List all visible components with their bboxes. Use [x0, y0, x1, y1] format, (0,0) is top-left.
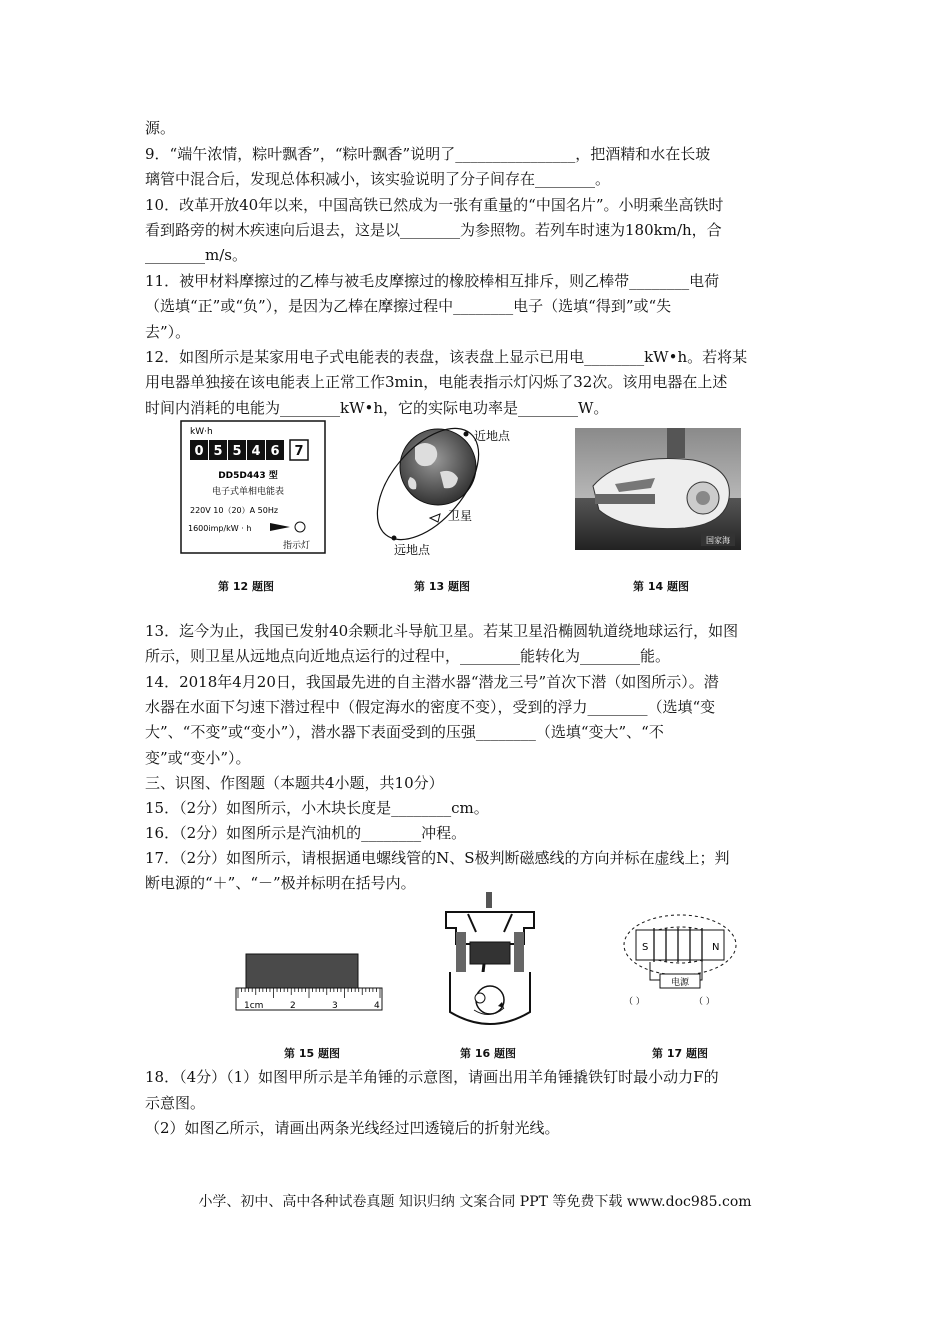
apogee-point	[392, 536, 397, 541]
figure-16-caption: 第 16 题图	[460, 1047, 516, 1060]
figure-14-caption: 第 14 题图	[633, 580, 689, 593]
meter-digit: 7	[294, 444, 304, 459]
figure-15-ruler	[234, 952, 384, 1012]
text-line: 10．改革开放40年以来，中国高铁已然成为一张有重量的“中国名片”。小明乘坐高铁时	[145, 196, 724, 214]
page-footer: 小学、初中、高中各种试卷真题 知识归纳 文案合同 PPT 等免费下载 www.doc985.com	[198, 1194, 752, 1210]
text-line: 用电器单独接在该电能表上正常工作3min，电能表指示灯闪烁了32次。该用电器在上述	[145, 373, 728, 391]
ruler-tick-label: 1cm	[244, 1001, 264, 1011]
figure-17-caption: 第 17 题图	[652, 1047, 708, 1060]
text-line: ________m/s。	[145, 246, 247, 264]
text-line: 去”）。	[145, 323, 191, 341]
figure-17-solenoid	[620, 910, 740, 1010]
pole-n-label: N	[712, 942, 720, 953]
text-line: 16．（2分）如图所示是汽油机的________冲程。	[145, 824, 467, 842]
text-line: 看到路旁的树木疾速向后退去，这是以________为参照物。若列车时速为180km/h，合	[145, 221, 722, 239]
text-line: 11．被甲材料摩擦过的乙棒与被毛皮摩擦过的橡胶棒相互排斥，则乙棒带________电荷	[145, 272, 720, 290]
paren-right: （ ）	[694, 997, 715, 1007]
text-line: 三、识图、作图题（本题共4小题，共10分）	[145, 774, 444, 792]
photo-watermark: 国家海	[706, 536, 730, 545]
indicator-lamp-icon	[295, 522, 305, 532]
figure-13-orbit	[370, 422, 540, 557]
meter-digit: 0	[194, 444, 204, 459]
text-line: 璃管中混合后，发现总体积减小，该实验说明了分子间存在________。	[145, 170, 611, 188]
meter-ratings: 220V 10（20）A 50Hz	[190, 506, 279, 515]
figure-13-caption: 第 13 题图	[414, 580, 470, 593]
ruler-tick-label: 3	[332, 1001, 338, 1011]
earth-icon	[400, 429, 476, 505]
text-line: 9．“端午浓情，粽叶飘香”，“粽叶飘香”说明了________________，把酒精和水在长玻	[145, 145, 711, 163]
figure-12-meter	[178, 418, 328, 558]
ruler-tick-label: 2	[290, 1001, 296, 1011]
solenoid-core	[636, 930, 724, 960]
perigee-point	[464, 432, 469, 437]
text-line: （选填“正”或“负”），是因为乙棒在摩擦过程中________电子（选填“得到”或“失	[145, 297, 672, 315]
text-line: 13．迄今为止，我国已发射40余颗北斗导航卫星。若某卫星沿椭圆轨道绕地球运行，如图	[145, 622, 739, 640]
text-line: 18．（4分）（1）如图甲所示是羊角锤的示意图，请画出用羊角锤撬铁钉时最小动力F的	[145, 1068, 719, 1086]
meter-digit: 5	[232, 444, 242, 459]
ruler-tick-label: 4	[374, 1001, 380, 1011]
meter-indicator-label: 指示灯	[283, 541, 311, 551]
text-line: （2）如图乙所示，请画出两条光线经过凹透镜后的折射光线。	[145, 1119, 560, 1137]
text-line: 水器在水面下匀速下潜过程中（假定海水的密度不变），受到的浮力________（选填“变	[145, 698, 716, 716]
meter-digit: 4	[251, 444, 261, 459]
paren-left: （ ）	[624, 997, 645, 1007]
text-line: 17．（2分）如图所示，请根据通电螺线管的N、S极判断磁感线的方向并标在虚线上；判	[145, 849, 730, 867]
meter-digit: 6	[270, 444, 280, 459]
text-line: 时间内消耗的电能为________kW•h，它的实际电功率是________W。	[145, 399, 609, 417]
meter-unit: kW·h	[190, 427, 213, 437]
text-line: 示意图。	[145, 1094, 206, 1112]
text-line: 变”或“变小”）。	[145, 749, 251, 767]
figure-14-photo	[575, 428, 741, 550]
text-line: 大”、“不变”或“变小”），潜水器下表面受到的压强________（选填“变大”、“不	[145, 723, 664, 741]
figure-16-engine	[440, 892, 540, 1032]
satellite-label: 卫星	[448, 509, 473, 523]
meter-model: DD5D443 型	[218, 471, 278, 481]
wood-block	[246, 954, 358, 988]
text-line: 14．2018年4月20日，我国最先进的自主潜水器“潜龙三号”首次下潜（如图所示）。潜	[145, 673, 719, 691]
perigee-label: 近地点	[474, 429, 511, 443]
text-line: 12．如图所示是某家用电子式电能表的表盘，该表盘上显示已用电________kW•h。若将某	[145, 348, 748, 366]
apogee-label: 远地点	[394, 543, 431, 557]
meter-name: 电子式单相电能表	[211, 487, 285, 497]
pole-s-label: S	[642, 942, 649, 953]
satellite-icon	[430, 514, 440, 522]
figure-15-caption: 第 15 题图	[284, 1047, 340, 1060]
figure-12-caption: 第 12 题图	[218, 580, 274, 593]
meter-digit: 5	[213, 444, 223, 459]
text-line: 15．（2分）如图所示，小木块长度是________cm。	[145, 799, 489, 817]
meter-imp: 1600imp/kW · h	[188, 524, 252, 533]
text-line: 所示，则卫星从远地点向近地点运行的过程中，________能转化为________能。	[145, 647, 671, 665]
text-line: 源。	[145, 119, 176, 137]
text-line: 断电源的“＋”、“－”极并标明在括号内。	[145, 874, 416, 892]
power-source-label: 电源	[670, 978, 690, 988]
